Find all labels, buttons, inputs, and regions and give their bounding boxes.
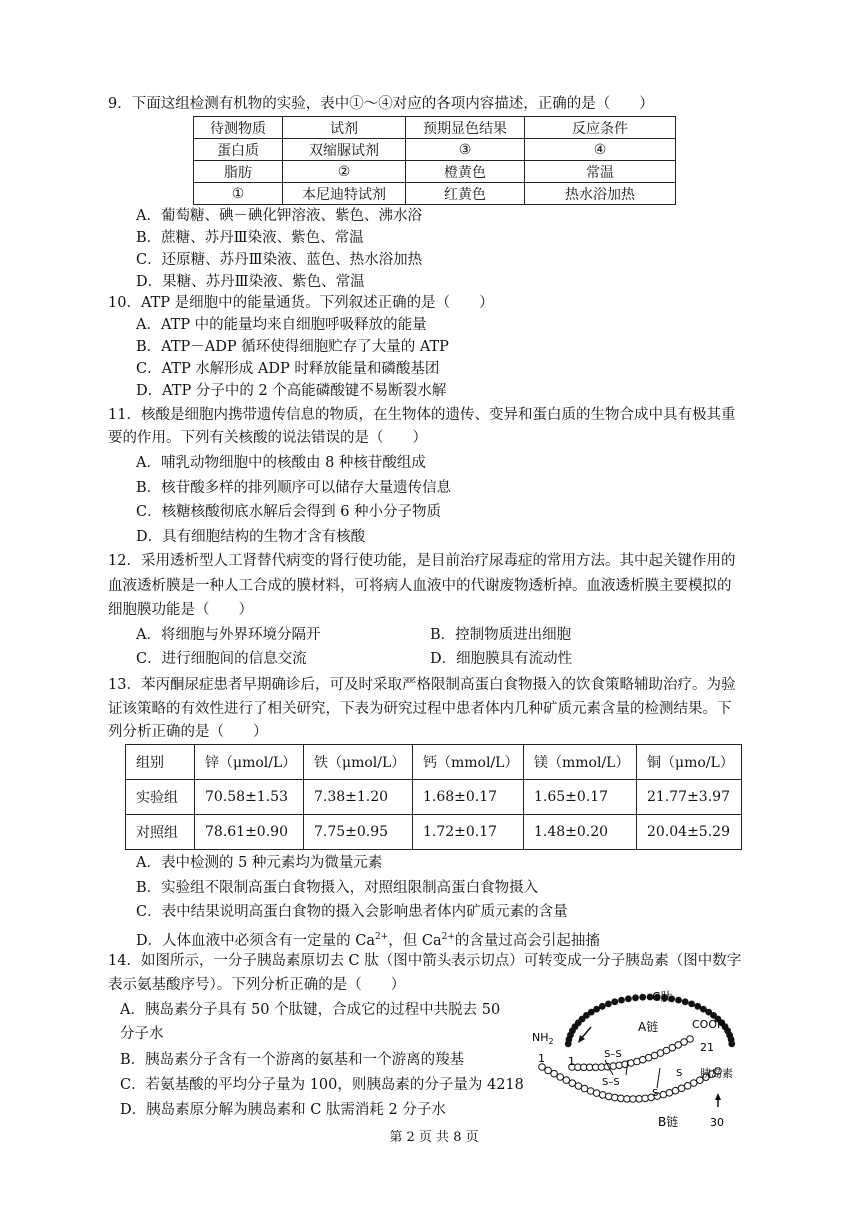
a-chain-bead xyxy=(687,1036,694,1043)
q9-option-d: D．果糖、苏丹Ⅲ染液、紫色、常温 xyxy=(136,274,365,290)
table-cell: 70.58±1.53 xyxy=(195,780,304,815)
q10-option-d: D．ATP 分子中的 2 个高能磷酸键不易断裂水解 xyxy=(136,383,447,399)
table-cell: 本尼迪特试剂 xyxy=(283,183,406,205)
q13-option-b: B．实验组不限制高蛋白食物摄入，对照组限制高蛋白食物摄入 xyxy=(136,880,539,896)
table-cell: 双缩脲试剂 xyxy=(283,139,406,161)
q13-option-d xyxy=(136,927,600,951)
sulfur-label: S xyxy=(652,1088,659,1099)
q13-option-d-part3: 的含量过高会引起抽搐 xyxy=(454,932,600,949)
table-cell: 7.38±1.20 xyxy=(304,780,413,815)
table-cell: 实验组 xyxy=(126,780,195,815)
table-cell: 红黄色 xyxy=(406,183,525,205)
table-row xyxy=(194,183,676,205)
b-chain-bead xyxy=(551,1070,558,1077)
q11-option-c: C．核糖核酸彻底水解后会得到 6 种小分子物质 xyxy=(136,504,442,520)
table-row xyxy=(194,117,676,139)
b-chain-bead xyxy=(575,1083,582,1090)
q14-option-d: D．胰岛素原分解为胰岛素和 C 肽需消耗 2 分子水 xyxy=(120,1102,446,1118)
b-chain-bead xyxy=(545,1067,552,1074)
b-chain-bead xyxy=(557,1074,564,1081)
q10-option-c: C．ATP 水解形成 ADP 时释放能量和磷酸基团 xyxy=(136,361,440,377)
c-peptide-label: C肽 xyxy=(652,990,673,1004)
c-peptide-bead xyxy=(599,1003,606,1010)
q10-option-b: B．ATP－ADP 循环使得细胞贮存了大量的 ATP xyxy=(136,339,449,355)
c-peptide-bead xyxy=(688,1001,695,1008)
q12-option-c: C．进行细胞间的信息交流 xyxy=(136,651,307,667)
nh2-label xyxy=(532,1031,554,1046)
table-row xyxy=(194,139,676,161)
table-cell: 热水浴加热 xyxy=(525,183,676,205)
a-chain-start-number: 1 xyxy=(568,1055,575,1068)
ion-charge: 2+ xyxy=(374,932,389,942)
a-chain-label: A链 xyxy=(638,1020,659,1034)
c-peptide-bead xyxy=(675,997,682,1004)
q13-stem-line2: 证该策略的有效性进行了相关研究，下表为研究过程中患者体内几种矿质元素含量的检测结果。下 xyxy=(108,701,732,717)
q12-option-b: B．控制物质进出细胞 xyxy=(430,627,572,643)
q10-option-a: A．ATP 中的能量均来自细胞呼吸释放的能量 xyxy=(136,317,427,333)
table-cell: ③ xyxy=(406,139,525,161)
b-chain-bead xyxy=(690,1080,697,1087)
table-cell: ① xyxy=(194,183,283,205)
b-chain-bead xyxy=(599,1092,606,1099)
q13-option-d-part1: D．人体血液中必须含有一定量的 Ca xyxy=(136,932,375,949)
table-header-cell: 待测物质 xyxy=(194,117,283,139)
q14-stem-line1: 14．如图所示，一分子胰岛素原切去 C 肽（图中箭头表示切点）可转变成一分子胰岛素（图中数字 xyxy=(108,953,742,969)
q9-option-b: B．蔗糖、苏丹Ⅲ染液、紫色、常温 xyxy=(136,230,364,246)
b-chain-bead xyxy=(606,1093,613,1100)
q13-option-a: A．表中检测的 5 种元素均为微量元素 xyxy=(136,855,383,871)
table-cell: 7.75±0.95 xyxy=(304,815,413,850)
table-cell: ④ xyxy=(525,139,676,161)
sulfur-label: S xyxy=(676,1068,683,1079)
table-cell: 1.68±0.17 xyxy=(413,780,524,815)
table-header-cell: 镁（mmol/L） xyxy=(524,745,637,780)
q11-option-b: B．核苷酸多样的排列顺序可以储存大量遗传信息 xyxy=(136,480,452,496)
b-chain-end-number: 30 xyxy=(710,1116,724,1129)
q11-stem-line2: 要的作用。下列有关核酸的说法错误的是（ ） xyxy=(108,430,427,446)
q13-table xyxy=(125,744,742,850)
q14-option-a-line1: A．胰岛素分子具有 50 个肽键，合成它的过程中共脱去 50 xyxy=(120,1002,501,1018)
table-cell: ② xyxy=(283,161,406,183)
b-chain-start-number: 1 xyxy=(538,1052,545,1065)
b-chain-label: B链 xyxy=(658,1115,679,1129)
table-header-cell: 组别 xyxy=(126,745,195,780)
table-header-cell: 锌（μmol/L） xyxy=(195,745,304,780)
c-peptide-bead xyxy=(611,998,618,1005)
c-peptide-bead xyxy=(605,1001,612,1008)
q11-option-d: D．具有细胞结构的生物才含有核酸 xyxy=(136,529,366,545)
insulin-diagram xyxy=(520,985,770,1130)
q12-stem-line1: 12．采用透析型人工肾替代病变的肾行使功能，是目前治疗尿毒症的常用方法。其中起关键作用的 xyxy=(108,553,736,569)
table-cell: 1.65±0.17 xyxy=(524,780,637,815)
table-cell: 1.48±0.20 xyxy=(524,815,637,850)
table-cell: 20.04±5.29 xyxy=(637,815,742,850)
q9-stem: 9．下面这组检测有机物的实验，表中①～④对应的各项内容描述，正确的是（ ） xyxy=(108,96,654,112)
table-cell: 常温 xyxy=(525,161,676,183)
insulin-label: 胰岛素 xyxy=(700,1067,733,1080)
q14-stem-line2: 表示氨基酸序号）。下列分析正确的是（ ） xyxy=(108,977,406,993)
q12-stem-line2: 血液透析膜是一种人工合成的膜材料，可将病人血液中的代谢废物透析掉。血液透析膜主要模拟的 xyxy=(108,578,732,594)
table-cell: 21.77±3.97 xyxy=(637,780,742,815)
table-cell: 1.72±0.17 xyxy=(413,815,524,850)
q14-option-c: C．若氨基酸的平均分子量为 100，则胰岛素的分子量为 4218 xyxy=(120,1077,524,1093)
q9-table xyxy=(193,116,676,205)
b-chain-bead xyxy=(618,1095,625,1102)
q11-stem-line1: 11．核酸是细胞内携带遗传信息的物质，在生物体的遗传、变异和蛋白质的生物合成中具有极其重 xyxy=(108,407,736,423)
ion-charge: 2+ xyxy=(441,932,455,942)
disulfide-label: S–S xyxy=(602,1077,620,1088)
disulfide-bond xyxy=(657,1068,660,1088)
q13-option-d-part2: ，但 Ca xyxy=(388,932,442,949)
c-peptide-bead xyxy=(625,995,632,1002)
table-header-cell: 铜（μmo/L） xyxy=(637,745,742,780)
q14-option-a-line2: 分子水 xyxy=(120,1026,164,1042)
disulfide-label: S–S xyxy=(604,1049,622,1060)
table-header-cell: 反应条件 xyxy=(525,117,676,139)
table-row xyxy=(126,745,742,780)
c-peptide-bead xyxy=(618,997,625,1004)
b-chain-bead xyxy=(593,1090,600,1097)
b-chain-bead xyxy=(569,1080,576,1087)
q11-option-a: A．哺乳动物细胞中的核酸由 8 种核苷酸组成 xyxy=(136,455,426,471)
q9-option-c: C．还原糖、苏丹Ⅲ染液、蓝色、热水浴加热 xyxy=(136,252,423,268)
table-cell: 脂肪 xyxy=(194,161,283,183)
q13-stem-line1: 13．苯丙酮尿症患者早期确诊后，可及时采取严格限制高蛋白食物摄入的饮食策略辅助治疗。为验 xyxy=(108,677,736,693)
q10-stem: 10．ATP 是细胞中的能量通货。下列叙述正确的是（ ） xyxy=(108,295,494,311)
page-footer: 第 2 页 共 8 页 xyxy=(389,1130,479,1145)
table-cell: 橙黄色 xyxy=(406,161,525,183)
nh2-subscript: 2 xyxy=(548,1037,554,1046)
c-peptide-bead xyxy=(639,994,646,1001)
a-chain-end-number: 21 xyxy=(700,1041,714,1054)
table-header-cell: 预期显色结果 xyxy=(406,117,525,139)
c-peptide-bead xyxy=(682,998,689,1005)
q13-option-c: C．表中结果说明高蛋白食物的摄入会影响患者体内矿质元素的含量 xyxy=(136,904,568,920)
q12-option-a: A．将细胞与外界环境分隔开 xyxy=(136,627,321,643)
q12-stem-line3: 细胞膜功能是（ ） xyxy=(108,602,253,618)
q12-option-d: D．细胞膜具有流动性 xyxy=(430,651,573,667)
table-cell: 蛋白质 xyxy=(194,139,283,161)
q13-stem-line3: 列分析正确的是（ ） xyxy=(108,724,268,740)
arrow-head-icon xyxy=(715,1093,721,1100)
cooh-label: COOH xyxy=(692,1018,726,1031)
table-cell: 对照组 xyxy=(126,815,195,850)
c-peptide-bead xyxy=(632,994,639,1001)
b-chain-bead xyxy=(636,1096,643,1103)
b-chain-bead xyxy=(612,1094,619,1101)
table-row xyxy=(126,815,742,850)
q14-option-b: B．胰岛素分子含有一个游离的氨基和一个游离的羧基 xyxy=(120,1052,465,1068)
nh2-text: NH xyxy=(532,1031,549,1044)
table-row xyxy=(194,161,676,183)
q9-option-a: A．葡萄糖、碘－碘化钾溶液、紫色、沸水浴 xyxy=(136,208,422,224)
c-peptide-bead xyxy=(728,1041,735,1048)
table-row xyxy=(126,780,742,815)
table-header-cell: 钙（mmol/L） xyxy=(413,745,524,780)
table-header-cell: 铁（μmol/L） xyxy=(304,745,413,780)
table-header-cell: 试剂 xyxy=(283,117,406,139)
table-cell: 78.61±0.90 xyxy=(195,815,304,850)
